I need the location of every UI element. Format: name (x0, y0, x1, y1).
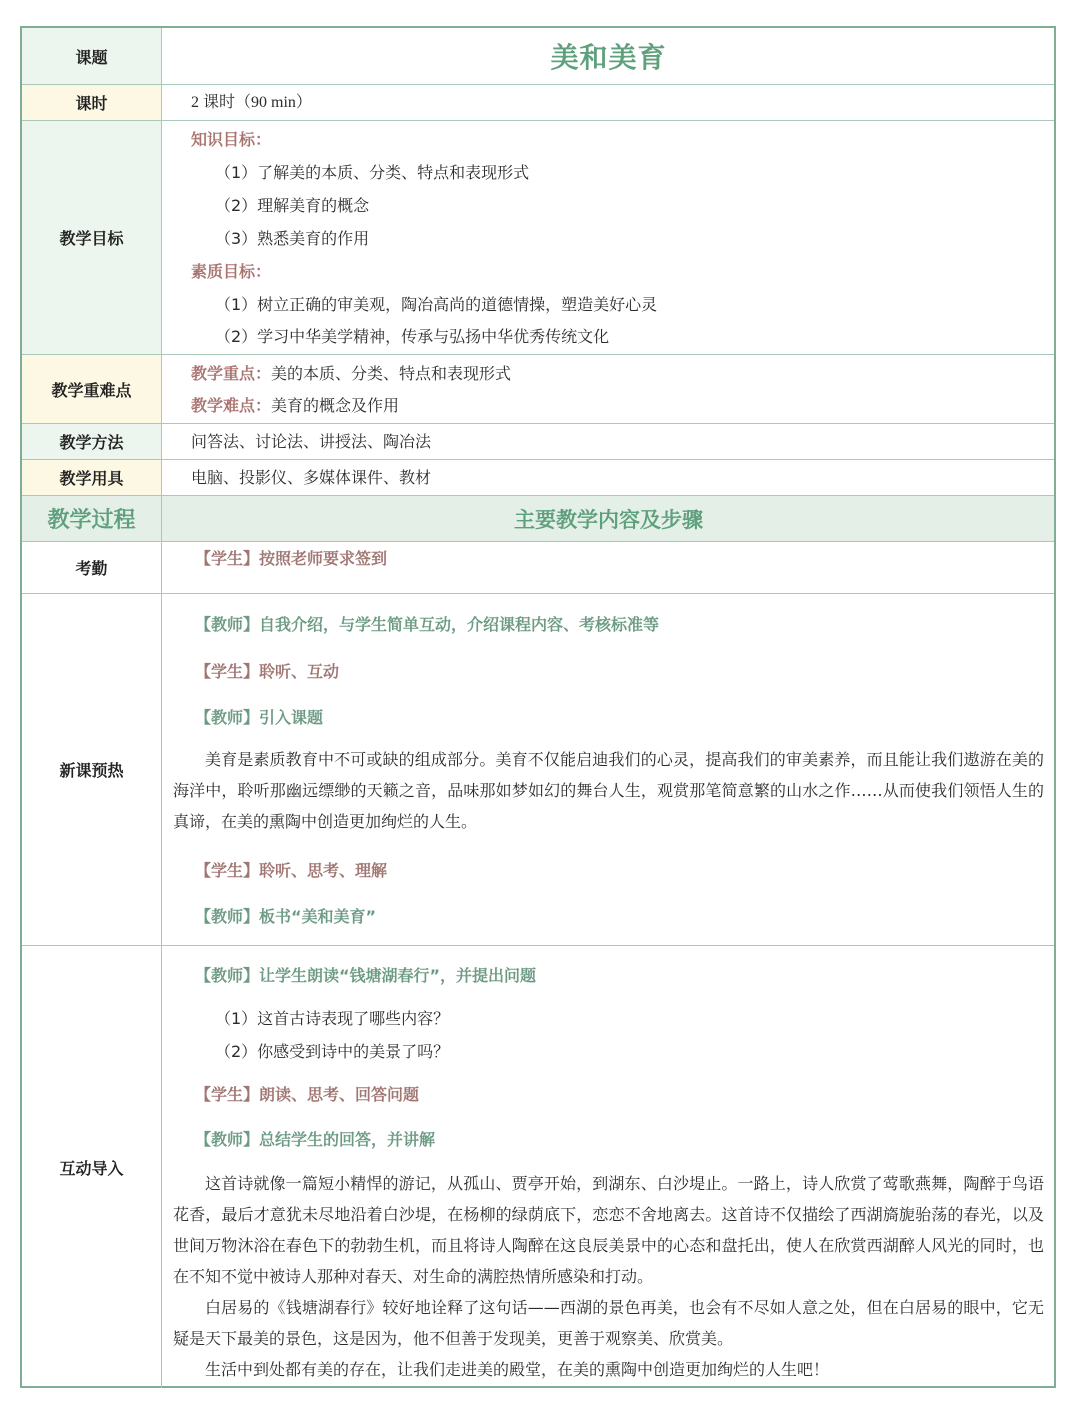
explanation-paragraph: 白居易的《钱塘湖春行》较好地诠释了这句话——西湖的景色再美，也会有不尽如人意之处，但在白居易的眼中，它无疑是天下最美的景色，这是因为，他不但善于发现美，更善于观察美、欣赏美。 (173, 1298, 1044, 1348)
interactive-label: 互动导入 (22, 946, 162, 1388)
warmup-teacher-line: 【教师】引入课题 (195, 708, 324, 727)
warmup-student-line: 【学生】聆听、思考、理解 (195, 861, 388, 880)
process-header-row (22, 495, 1054, 541)
warmup-teacher-line: 【教师】自我介绍，与学生简单互动，介绍课程内容、考核标准等 (195, 615, 660, 634)
hours-content (163, 85, 1054, 120)
methods-value: 问答法、讨论法、讲授法、陶冶法 (191, 432, 432, 451)
key-point-text: 美的本质、分类、特点和表现形式 (271, 364, 512, 383)
methods-content (163, 424, 1054, 459)
key-point-label: 教学重点： (191, 364, 272, 383)
key-point-line (191, 363, 511, 385)
explanation-paragraph: 这首诗就像一篇短小精悍的游记，从孤山、贾亭开始，到湖东、白沙堤止。一路上，诗人欣赏了莺歌燕舞，陶醉于鸟语花香，最后才意犹未尽地沿着白沙堤，在杨柳的绿荫底下，恋恋不舍地离去。这首诗不仅描绘了西湖旖旎骀荡的春光，以及世间万物沐浴在春色下的勃勃生机，而且将诗人陶醉在这良辰美景中的心态和盘托出，使人在欣赏西湖醉人风光的同时，也在不知不觉中被诗人那种对春天、对生命的满腔热情所感染和打动。 (173, 1174, 1044, 1286)
title-row (22, 28, 1054, 84)
methods-row (22, 423, 1054, 459)
interactive-content (163, 946, 1054, 1388)
warmup-content (163, 594, 1054, 945)
process-header-right-cell (163, 496, 1054, 541)
title-row-content (163, 28, 1054, 84)
attendance-label: 考勤 (22, 542, 162, 593)
explanation-paragraph: 生活中到处都有美的存在，让我们走进美的殿堂，在美的熏陶中创造更加绚烂的人生吧！ (205, 1360, 830, 1379)
interactive-row (22, 945, 1054, 1388)
tools-content (163, 460, 1054, 495)
quality-goal-item: （2）学习中华美学精神，传承与弘扬中华优秀传统文化 (215, 327, 610, 346)
focus-label: 教学重难点 (22, 355, 162, 423)
process-header-right: 主要教学内容及步骤 (514, 507, 703, 532)
process-header-left: 教学过程 (22, 496, 162, 541)
tools-row (22, 459, 1054, 495)
difficulty-label: 教学难点： (191, 396, 272, 415)
hours-row (22, 84, 1054, 120)
goals-row (22, 120, 1054, 354)
tools-label: 教学用具 (22, 460, 162, 495)
hours-value: 2 课时（90 min） (191, 94, 312, 111)
hours-label: 课时 (22, 85, 162, 120)
title-row-label: 课题 (22, 28, 162, 84)
quality-goals-heading: 素质目标： (191, 262, 272, 281)
lesson-plan-table (20, 26, 1056, 1388)
interactive-student-line: 【学生】朗读、思考、回答问题 (195, 1085, 420, 1104)
methods-label: 教学方法 (22, 424, 162, 459)
knowledge-goal-item: （2）理解美育的概念 (215, 196, 370, 215)
question-item: （1）这首古诗表现了哪些内容？ (215, 1009, 450, 1028)
lesson-title: 美和美育 (550, 41, 667, 74)
interactive-paragraphs (173, 1168, 1044, 1385)
knowledge-goal-item: （3）熟悉美育的作用 (215, 229, 370, 248)
question-item: （2）你感受到诗中的美景了吗？ (215, 1042, 450, 1061)
quality-goal-item: （1）树立正确的审美观，陶冶高尚的道德情操，塑造美好心灵 (215, 295, 658, 314)
attendance-content (163, 542, 1054, 593)
goals-label: 教学目标 (22, 121, 162, 354)
warmup-row (22, 593, 1054, 945)
warmup-student-line: 【学生】聆听、互动 (195, 662, 340, 681)
knowledge-goal-item: （1）了解美的本质、分类、特点和表现形式 (215, 163, 530, 182)
knowledge-goals-heading: 知识目标： (191, 130, 272, 149)
focus-row (22, 354, 1054, 423)
difficulty-text: 美育的概念及作用 (271, 396, 400, 415)
attendance-row (22, 541, 1054, 593)
goals-content (163, 121, 1054, 354)
warmup-teacher-line: 【教师】板书“美和美育” (195, 907, 377, 926)
attendance-student-line: 【学生】按照老师要求签到 (195, 549, 388, 568)
interactive-teacher-line: 【教师】让学生朗读“钱塘湖春行”，并提出问题 (195, 966, 537, 985)
difficulty-line (191, 395, 399, 417)
tools-value: 电脑、投影仪、多媒体课件、教材 (191, 468, 432, 487)
warmup-label: 新课预热 (22, 594, 162, 945)
warmup-paragraph (173, 744, 1044, 837)
focus-content (163, 355, 1054, 423)
interactive-teacher-line: 【教师】总结学生的回答，并讲解 (195, 1130, 436, 1149)
warmup-paragraph-text: 美育是素质教育中不可或缺的组成部分。美育不仅能启迪我们的心灵，提高我们的审美素养，而且能让我们遨游在美的海洋中，聆听那幽远缥缈的天籁之音，品味那如梦如幻的舞台人生，观赏那笔简意繁的山水之作……从而使我们领悟人生的真谛，在美的熏陶中创造更加绚烂的人生。 (173, 750, 1044, 831)
